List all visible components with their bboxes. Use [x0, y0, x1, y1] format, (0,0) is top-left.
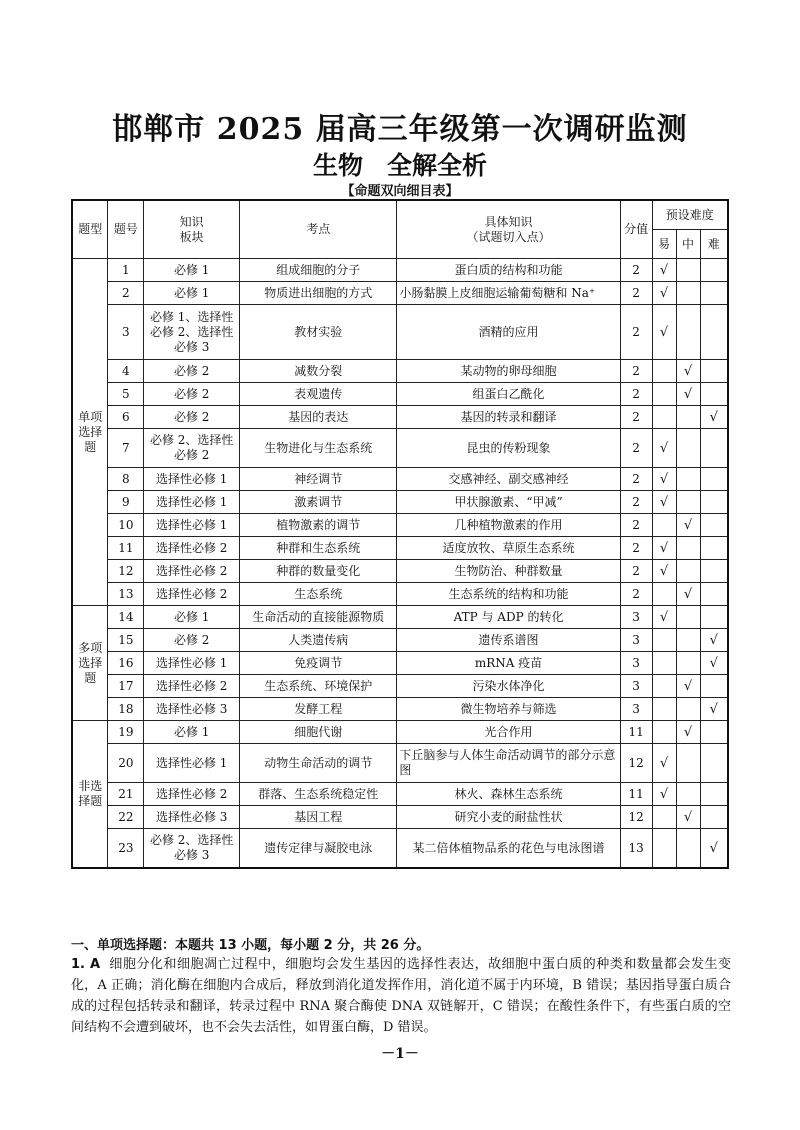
score-value: 3: [620, 606, 652, 629]
specific-knowledge: 甲状腺激素、“甲减”: [397, 491, 620, 514]
difficulty-easy-cell: √: [652, 259, 676, 282]
difficulty-hard-cell: √: [700, 652, 728, 675]
table-body: [72, 259, 728, 869]
difficulty-medium-cell: [676, 305, 700, 360]
score-value: 3: [620, 675, 652, 698]
exam-point: 教材实验: [240, 305, 397, 360]
exam-point: 基因工程: [240, 806, 397, 829]
difficulty-medium-cell: [676, 698, 700, 721]
question-number: 10: [108, 514, 144, 537]
specific-knowledge: 林火、森林生态系统: [397, 783, 620, 806]
table-row: [72, 783, 728, 806]
exam-point: 生物进化与生态系统: [240, 429, 397, 468]
score-value: 2: [620, 560, 652, 583]
difficulty-hard-cell: [700, 675, 728, 698]
exam-point: 动物生命活动的调节: [240, 744, 397, 783]
exam-point: 表观遗传: [240, 383, 397, 406]
header-type: 题型: [72, 200, 108, 259]
difficulty-easy-cell: √: [652, 429, 676, 468]
difficulty-easy-cell: √: [652, 491, 676, 514]
explanation-text: 细胞分化和细胞凋亡过程中，细胞均会发生基因的选择性表达，故细胞中蛋白质的种类和数量都会发生变化，A 正确；消化酶在细胞内合成后，释放到消化道发挥作用，消化道不属于内环境，B 错误；基因指导蛋白质合成的过程包括转录和翻译，转录过程中 RNA 聚合酶使 DNA 双链解开，C 错误；在酸性条件下，有些蛋白质的空间结构不会遭到破坏，也不会失去活性，如胃蛋白酶，D 错误。: [71, 957, 731, 1035]
difficulty-hard-cell: √: [700, 406, 728, 429]
score-value: 3: [620, 652, 652, 675]
knowledge-module: 必修 2: [144, 629, 240, 652]
header-medium: 中: [676, 230, 700, 259]
knowledge-module: 选择性必修 1: [144, 491, 240, 514]
question-number: 15: [108, 629, 144, 652]
specification-table: [71, 199, 729, 869]
difficulty-easy-cell: [652, 698, 676, 721]
specific-knowledge: 生物防治、种群数量: [397, 560, 620, 583]
score-value: 2: [620, 583, 652, 606]
table-row: [72, 698, 728, 721]
specific-knowledge: 研究小麦的耐盐性状: [397, 806, 620, 829]
specific-knowledge: 污染水体净化: [397, 675, 620, 698]
knowledge-module: 必修 1: [144, 721, 240, 744]
difficulty-hard-cell: [700, 305, 728, 360]
header-point: 考点: [240, 200, 397, 259]
difficulty-medium-cell: [676, 560, 700, 583]
question-number: 13: [108, 583, 144, 606]
difficulty-hard-cell: √: [700, 698, 728, 721]
exam-point: 生态系统: [240, 583, 397, 606]
difficulty-easy-cell: √: [652, 537, 676, 560]
knowledge-module: 必修 1: [144, 606, 240, 629]
specific-knowledge: 蛋白质的结构和功能: [397, 259, 620, 282]
table-row: [72, 537, 728, 560]
question-number: 14: [108, 606, 144, 629]
table-row: [72, 383, 728, 406]
question-number: 1: [108, 259, 144, 282]
knowledge-module: 必修 2: [144, 360, 240, 383]
exam-point: 种群的数量变化: [240, 560, 397, 583]
difficulty-hard-cell: √: [700, 829, 728, 869]
difficulty-easy-cell: [652, 806, 676, 829]
specific-knowledge: 交感神经、副交感神经: [397, 468, 620, 491]
difficulty-hard-cell: [700, 282, 728, 305]
score-value: 2: [620, 491, 652, 514]
question-number: 9: [108, 491, 144, 514]
difficulty-easy-cell: [652, 652, 676, 675]
score-value: 11: [620, 721, 652, 744]
specific-knowledge: 酒精的应用: [397, 305, 620, 360]
table-row: [72, 744, 728, 783]
specific-knowledge: mRNA 疫苗: [397, 652, 620, 675]
question-number: 23: [108, 829, 144, 869]
score-value: 3: [620, 629, 652, 652]
difficulty-easy-cell: [652, 675, 676, 698]
question-number: 20: [108, 744, 144, 783]
knowledge-module: 必修 2、选择性 必修 3: [144, 829, 240, 869]
specific-knowledge: ATP 与 ADP 的转化: [397, 606, 620, 629]
knowledge-module: 必修 1: [144, 282, 240, 305]
document-title: 邯郸市 2025 届高三年级第一次调研监测: [112, 112, 688, 147]
header-hard: 难: [700, 230, 728, 259]
specific-knowledge: 适度放牧、草原生态系统: [397, 537, 620, 560]
specific-knowledge: 某二倍体植物品系的花色与电泳图谱: [397, 829, 620, 869]
specific-knowledge: 几种植物激素的作用: [397, 514, 620, 537]
score-value: 2: [620, 383, 652, 406]
table-row: [72, 468, 728, 491]
knowledge-module: 选择性必修 3: [144, 698, 240, 721]
table-caption: 【命题双向细目表】: [341, 184, 459, 199]
table-row: [72, 806, 728, 829]
question-type-cell: 非选 择题: [72, 721, 108, 869]
header-difficulty: 预设难度: [652, 200, 728, 230]
difficulty-easy-cell: [652, 829, 676, 869]
header-knowledge: 知识 板块: [144, 200, 240, 259]
answer-explanation: [71, 954, 731, 1038]
question-number: 22: [108, 806, 144, 829]
question-type-cell: 单项 选择 题: [72, 259, 108, 606]
exam-point: 神经调节: [240, 468, 397, 491]
difficulty-medium-cell: √: [676, 721, 700, 744]
question-number: 18: [108, 698, 144, 721]
difficulty-easy-cell: √: [652, 468, 676, 491]
table-row: [72, 491, 728, 514]
table-row: [72, 583, 728, 606]
question-number: 3: [108, 305, 144, 360]
difficulty-hard-cell: [700, 606, 728, 629]
difficulty-easy-cell: [652, 721, 676, 744]
difficulty-easy-cell: [652, 629, 676, 652]
score-value: 2: [620, 259, 652, 282]
difficulty-easy-cell: √: [652, 783, 676, 806]
score-value: 11: [620, 783, 652, 806]
knowledge-module: 选择性必修 1: [144, 468, 240, 491]
difficulty-medium-cell: [676, 783, 700, 806]
score-value: 2: [620, 429, 652, 468]
difficulty-easy-cell: [652, 583, 676, 606]
score-value: 2: [620, 406, 652, 429]
score-value: 2: [620, 537, 652, 560]
question-number: 5: [108, 383, 144, 406]
specific-knowledge: 微生物培养与筛选: [397, 698, 620, 721]
table-row: [72, 560, 728, 583]
difficulty-medium-cell: √: [676, 806, 700, 829]
exam-point: 群落、生态系统稳定性: [240, 783, 397, 806]
subject-label: 生物: [312, 151, 363, 180]
difficulty-medium-cell: [676, 406, 700, 429]
exam-point: 减数分裂: [240, 360, 397, 383]
knowledge-module: 必修 2: [144, 383, 240, 406]
table-row: [72, 829, 728, 869]
question-number: 6: [108, 406, 144, 429]
document-subtitle: [0, 146, 800, 182]
knowledge-module: 选择性必修 2: [144, 537, 240, 560]
score-value: 12: [620, 806, 652, 829]
knowledge-module: 选择性必修 1: [144, 652, 240, 675]
table-row: [72, 514, 728, 537]
table-row: [72, 406, 728, 429]
difficulty-hard-cell: [700, 806, 728, 829]
difficulty-easy-cell: [652, 406, 676, 429]
difficulty-hard-cell: [700, 744, 728, 783]
difficulty-hard-cell: [700, 514, 728, 537]
exam-point: 基因的表达: [240, 406, 397, 429]
difficulty-medium-cell: [676, 537, 700, 560]
difficulty-medium-cell: √: [676, 675, 700, 698]
difficulty-medium-cell: [676, 829, 700, 869]
difficulty-hard-cell: [700, 468, 728, 491]
question-number: 21: [108, 783, 144, 806]
exam-point: 生态系统、环境保护: [240, 675, 397, 698]
knowledge-module: 选择性必修 1: [144, 514, 240, 537]
section-heading: 一、单项选择题：本题共 13 小题，每小题 2 分，共 26 分。: [71, 938, 430, 953]
specific-knowledge: 组蛋白乙酰化: [397, 383, 620, 406]
score-value: 2: [620, 305, 652, 360]
difficulty-medium-cell: √: [676, 360, 700, 383]
difficulty-easy-cell: √: [652, 744, 676, 783]
difficulty-hard-cell: [700, 360, 728, 383]
knowledge-module: 必修 1: [144, 259, 240, 282]
difficulty-medium-cell: [676, 491, 700, 514]
score-value: 2: [620, 282, 652, 305]
exam-point: 物质进出细胞的方式: [240, 282, 397, 305]
question-number: 11: [108, 537, 144, 560]
question-number: 16: [108, 652, 144, 675]
question-number: 19: [108, 721, 144, 744]
difficulty-easy-cell: √: [652, 560, 676, 583]
difficulty-hard-cell: [700, 491, 728, 514]
score-value: 2: [620, 468, 652, 491]
difficulty-medium-cell: [676, 606, 700, 629]
knowledge-module: 选择性必修 2: [144, 583, 240, 606]
question-number: 7: [108, 429, 144, 468]
difficulty-hard-cell: [700, 560, 728, 583]
exam-point: 组成细胞的分子: [240, 259, 397, 282]
difficulty-hard-cell: [700, 259, 728, 282]
exam-point: 遗传定律与凝胶电泳: [240, 829, 397, 869]
knowledge-module: 选择性必修 2: [144, 783, 240, 806]
question-number: 17: [108, 675, 144, 698]
difficulty-medium-cell: √: [676, 383, 700, 406]
difficulty-hard-cell: [700, 429, 728, 468]
score-value: 3: [620, 698, 652, 721]
score-value: 13: [620, 829, 652, 869]
table-row: [72, 629, 728, 652]
difficulty-hard-cell: [700, 783, 728, 806]
difficulty-medium-cell: [676, 282, 700, 305]
difficulty-easy-cell: √: [652, 282, 676, 305]
specific-knowledge: 生态系统的结构和功能: [397, 583, 620, 606]
knowledge-module: 选择性必修 2: [144, 560, 240, 583]
difficulty-medium-cell: [676, 652, 700, 675]
score-value: 2: [620, 514, 652, 537]
table-row: [72, 606, 728, 629]
specific-knowledge: 遗传系谱图: [397, 629, 620, 652]
header-number: 题号: [108, 200, 144, 259]
exam-point: 细胞代谢: [240, 721, 397, 744]
knowledge-module: 必修 2、选择性 必修 2: [144, 429, 240, 468]
specific-knowledge: 基因的转录和翻译: [397, 406, 620, 429]
knowledge-module: 必修 1、选择性 必修 2、选择性 必修 3: [144, 305, 240, 360]
score-value: 2: [620, 360, 652, 383]
knowledge-module: 选择性必修 2: [144, 675, 240, 698]
knowledge-module: 必修 2: [144, 406, 240, 429]
difficulty-medium-cell: [676, 259, 700, 282]
exam-point: 免疫调节: [240, 652, 397, 675]
difficulty-medium-cell: √: [676, 514, 700, 537]
knowledge-module: 选择性必修 1: [144, 744, 240, 783]
difficulty-medium-cell: √: [676, 583, 700, 606]
table-row: [72, 675, 728, 698]
specific-knowledge: 下丘脑参与人体生命活动调节的部分示意图: [397, 744, 620, 783]
subtitle-label: 全解全析: [387, 151, 488, 180]
difficulty-medium-cell: [676, 429, 700, 468]
specific-knowledge: 小肠黏膜上皮细胞运输葡萄糖和 Na⁺: [397, 282, 620, 305]
exam-point: 人类遗传病: [240, 629, 397, 652]
question-number: 8: [108, 468, 144, 491]
question-number: 4: [108, 360, 144, 383]
exam-point: 植物激素的调节: [240, 514, 397, 537]
exam-point: 种群和生态系统: [240, 537, 397, 560]
difficulty-easy-cell: [652, 360, 676, 383]
difficulty-hard-cell: [700, 583, 728, 606]
difficulty-hard-cell: [700, 383, 728, 406]
specific-knowledge: 昆虫的传粉现象: [397, 429, 620, 468]
question-number: 2: [108, 282, 144, 305]
table-row: [72, 259, 728, 282]
table-row: [72, 721, 728, 744]
difficulty-easy-cell: √: [652, 305, 676, 360]
specific-knowledge: 某动物的卵母细胞: [397, 360, 620, 383]
question-type-cell: 多项 选择 题: [72, 606, 108, 721]
difficulty-hard-cell: [700, 721, 728, 744]
difficulty-medium-cell: [676, 468, 700, 491]
difficulty-medium-cell: [676, 629, 700, 652]
header-specific: 具体知识 （试题切入点）: [397, 200, 620, 259]
difficulty-hard-cell: [700, 537, 728, 560]
table-row: [72, 360, 728, 383]
exam-point: 激素调节: [240, 491, 397, 514]
exam-point: 发酵工程: [240, 698, 397, 721]
knowledge-module: 选择性必修 3: [144, 806, 240, 829]
difficulty-easy-cell: [652, 383, 676, 406]
difficulty-easy-cell: [652, 514, 676, 537]
specific-knowledge: 光合作用: [397, 721, 620, 744]
exam-point: 生命活动的直接能源物质: [240, 606, 397, 629]
header-score: 分值: [620, 200, 652, 259]
table-row: [72, 305, 728, 360]
score-value: 12: [620, 744, 652, 783]
page-number: －1－: [381, 1046, 419, 1062]
table-row: [72, 429, 728, 468]
question-number: 12: [108, 560, 144, 583]
table-row: [72, 652, 728, 675]
answer-label: 1. A: [71, 957, 101, 972]
table-row: [72, 282, 728, 305]
difficulty-medium-cell: [676, 744, 700, 783]
difficulty-hard-cell: √: [700, 629, 728, 652]
header-easy: 易: [652, 230, 676, 259]
difficulty-easy-cell: √: [652, 606, 676, 629]
